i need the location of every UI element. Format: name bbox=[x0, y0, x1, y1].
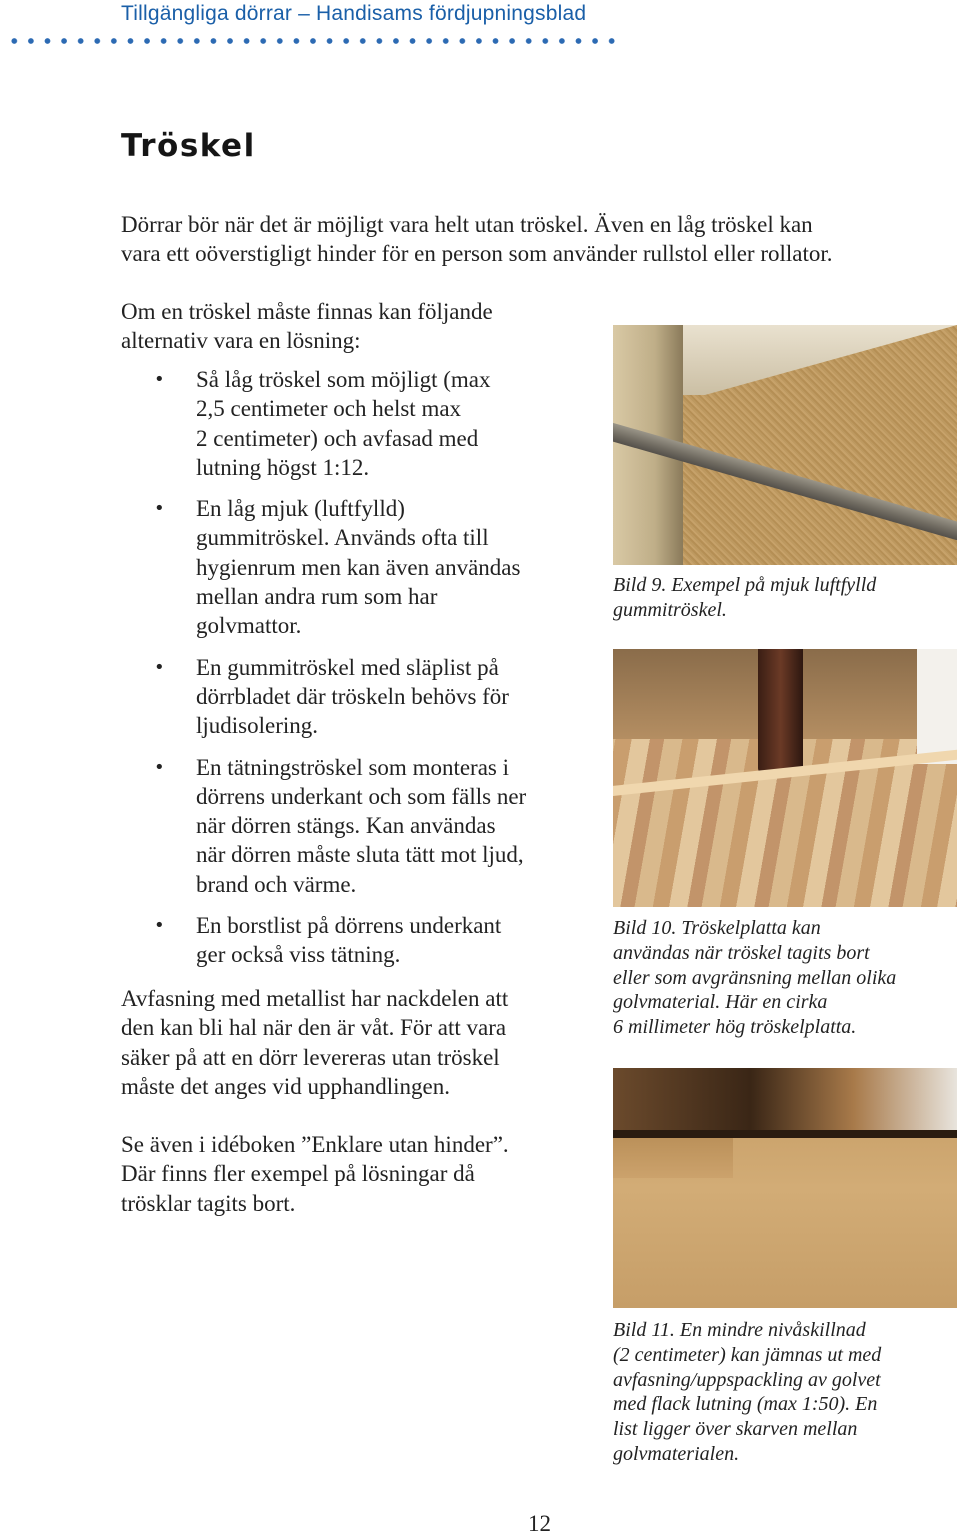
list-item-line: mellan andra rum som har bbox=[196, 584, 438, 610]
floor-joint-strip bbox=[613, 1130, 957, 1138]
caption-line: Bild 11. En mindre nivåskillnad bbox=[613, 1319, 866, 1341]
bevel-note-paragraph bbox=[121, 984, 508, 1101]
alternatives-line: alternativ vara en lösning: bbox=[121, 328, 361, 354]
caption-line: 6 millimeter hög tröskelplatta. bbox=[613, 1016, 857, 1039]
list-item bbox=[121, 753, 591, 899]
figure-9-caption bbox=[613, 573, 876, 623]
list-item bbox=[121, 911, 591, 970]
list-item-line: En tätningströskel som monteras i bbox=[196, 754, 510, 780]
list-item-line: En gummitröskel med släplist på bbox=[196, 654, 499, 680]
list-item-line: En borstlist på dörrens underkant bbox=[196, 913, 502, 939]
bullet-icon: • bbox=[154, 369, 165, 390]
see-also-paragraph bbox=[121, 1130, 509, 1218]
threshold-plate-photo bbox=[613, 649, 957, 907]
list-item-line: ger också viss tätning. bbox=[196, 942, 401, 968]
list-item-line: dörrbladet där tröskeln behövs för bbox=[196, 683, 509, 709]
figure-10-caption bbox=[613, 916, 896, 1040]
list-item-line: dörrens underkant och som fälls ner bbox=[196, 783, 527, 809]
list-item bbox=[121, 653, 591, 741]
bevel-note-line: Avfasning med metallist har nackdelen att bbox=[121, 986, 509, 1011]
list-item-line: hygienrum men kan även användas bbox=[196, 554, 521, 580]
floor-bevel-photo bbox=[613, 1068, 957, 1308]
caption-line: (2 centimeter) kan jämnas ut med bbox=[613, 1343, 882, 1366]
caption-line: golvmaterial. Här en cirka bbox=[613, 991, 828, 1014]
intro-paragraph bbox=[121, 210, 833, 269]
bevel-note-line: den kan bli hal när den är våt. För att vara bbox=[121, 1015, 507, 1041]
caption-line: avfasning/uppspackling av golvet bbox=[613, 1368, 881, 1391]
intro-line: vara ett oöverstigligt hinder för en person som använder rullstol eller rollator. bbox=[121, 241, 833, 267]
bullet-icon: • bbox=[154, 915, 165, 937]
caption-line: Bild 10. Tröskelplatta kan bbox=[613, 917, 821, 939]
bullet-icon: • bbox=[154, 756, 165, 778]
caption-line: list ligger över skarven mellan bbox=[613, 1418, 858, 1441]
caption-line: med flack lutning (max 1:50). En bbox=[613, 1393, 878, 1416]
alternatives-paragraph bbox=[121, 297, 493, 356]
white-wall bbox=[917, 649, 957, 764]
intro-line: Dörrar bör när det är möjligt vara helt utan tröskel. Även en låg tröskel kan bbox=[121, 212, 813, 237]
list-item bbox=[121, 365, 591, 482]
page-number: 12 bbox=[528, 1511, 551, 1536]
caption-line: Bild 9. Exempel på mjuk luftfylld bbox=[613, 574, 877, 596]
door-leaf bbox=[683, 325, 957, 395]
list-item-line: golvmattor. bbox=[196, 613, 302, 639]
list-item-line: när dörren stängs. Kan användas bbox=[196, 813, 496, 839]
list-item-line: 2 centimeter) och avfasad med bbox=[196, 425, 479, 451]
threshold-photo-rubber bbox=[613, 325, 957, 565]
see-also-line: Där finns fler exempel på lösningar då bbox=[121, 1161, 475, 1187]
list-item-line: Så låg tröskel som möjligt (max bbox=[196, 367, 491, 392]
list-item-line: 2,5 centimeter och helst max bbox=[196, 396, 462, 422]
bullet-icon: • bbox=[154, 656, 165, 678]
alternatives-list bbox=[121, 365, 591, 982]
bullet-icon: • bbox=[154, 498, 165, 520]
bevel-note-line: måste det anges vid upphandlingen. bbox=[121, 1073, 450, 1099]
caption-line: användas när tröskel tagits bort bbox=[613, 941, 870, 964]
caption-line: golvmaterialen. bbox=[613, 1442, 740, 1465]
wooden-column bbox=[758, 649, 803, 774]
doorway-background bbox=[613, 1068, 957, 1138]
running-header: Tillgängliga dörrar – Handisams fördjupningsblad bbox=[121, 2, 587, 25]
list-item-line: lutning högst 1:12. bbox=[196, 454, 370, 480]
list-item-line: ljudisolering. bbox=[196, 713, 319, 739]
list-item-line: brand och värme. bbox=[196, 871, 357, 897]
see-also-line: trösklar tagits bort. bbox=[121, 1190, 296, 1216]
header-dot-rule bbox=[6, 36, 616, 46]
list-item-line: när dörren måste sluta tätt mot ljud, bbox=[196, 842, 524, 868]
list-item-line: gummitröskel. Används ofta till bbox=[196, 525, 489, 551]
list-item bbox=[121, 494, 591, 640]
section-heading: Tröskel bbox=[121, 128, 256, 164]
alternatives-line: Om en tröskel måste finnas kan följande bbox=[121, 299, 493, 324]
see-also-line: Se även i idéboken ”Enklare utan hinder”. bbox=[121, 1132, 509, 1157]
bevel-note-line: säker på att en dörr levereras utan tröskel bbox=[121, 1044, 500, 1070]
figure-11-caption bbox=[613, 1318, 881, 1467]
floor-level-ramp bbox=[613, 1138, 733, 1178]
list-item-line: En låg mjuk (luftfylld) bbox=[196, 496, 405, 522]
caption-line: gummitröskel. bbox=[613, 598, 727, 621]
caption-line: eller som avgränsning mellan olika bbox=[613, 966, 897, 989]
